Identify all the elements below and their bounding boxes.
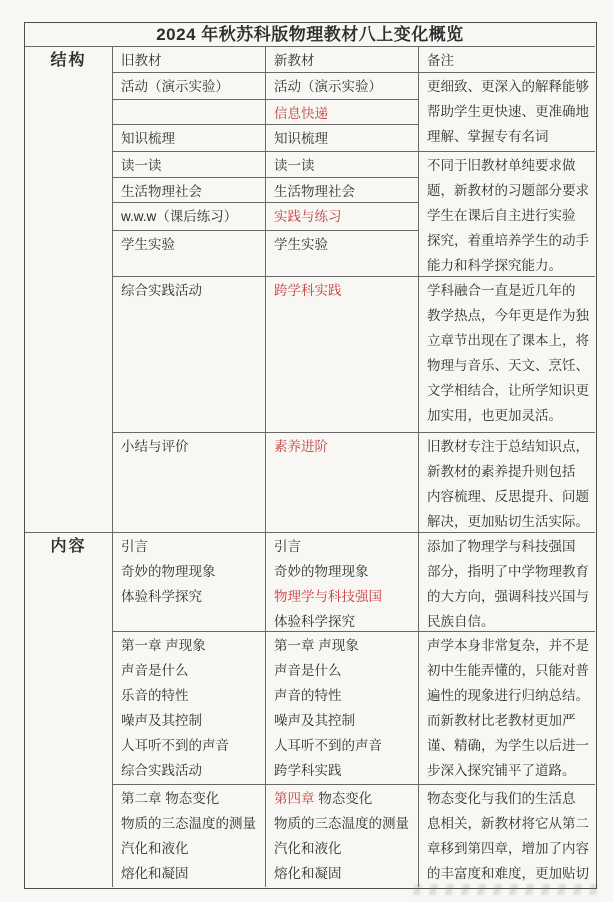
old-textbook-cell — [113, 632, 266, 785]
text-line: 声学本身非常复杂，并不是 — [427, 638, 589, 653]
text-line: 声音是什么 — [121, 663, 189, 678]
chapter-number-highlight: 第四章 — [274, 791, 315, 806]
old-textbook-cell: 活动（演示实验） — [113, 73, 266, 100]
notes-cell — [419, 73, 595, 152]
text-line: 物理与音乐、天文、烹饪、 — [427, 358, 589, 373]
document-title: 2024 年秋苏科版物理教材八上变化概览 — [25, 23, 595, 47]
text-line: 综合实践活动 — [121, 763, 202, 778]
notes-cell — [419, 433, 595, 533]
column-header-new-textbook: 新教材 — [266, 47, 419, 73]
text-line: 汽化和液化 — [121, 841, 189, 856]
text-line: 加实用，也更加灵活。 — [427, 408, 562, 423]
text-line: 更细致、更深入的解释能够 — [427, 79, 589, 94]
text-line: 教学热点，今年更是作为独 — [427, 308, 589, 323]
text-line: 部分，指明了中学物理教育 — [427, 564, 589, 579]
notes-cell — [419, 785, 595, 887]
new-textbook-cell: 知识梳理 — [266, 125, 419, 152]
text-line: 乐音的特性 — [121, 688, 189, 703]
text-line: 文学相结合，让所学知识更 — [427, 383, 589, 398]
text-line: 学科融合一直是近几年的 — [427, 283, 576, 298]
text-line: 解决，更加贴切生活实际。 — [427, 514, 589, 529]
text-line: 不同于旧教材单纯要求做 — [427, 158, 576, 173]
new-textbook-cell: 读一读 — [266, 152, 419, 178]
new-textbook-cell: 活动（演示实验） — [266, 73, 419, 100]
notes-cell — [419, 277, 595, 433]
text-line: 噪声及其控制 — [274, 713, 355, 728]
old-textbook-cell: 小结与评价 — [113, 433, 266, 533]
text-line: 熔化和凝固 — [121, 866, 189, 881]
new-textbook-cell: 学生实验 — [266, 231, 419, 277]
new-textbook-cell — [266, 785, 419, 887]
text-line: 题，新教材的习题部分要求 — [427, 183, 589, 198]
text-line: 的丰富度和难度，更加贴切 — [427, 866, 589, 881]
text-line: 第一章 声现象 — [121, 638, 206, 653]
text-line: 跨学科实践 — [274, 763, 342, 778]
text-line: 能力和科学探究能力。 — [427, 258, 562, 273]
text-line: 立章节出现在了课本上，将 — [427, 333, 589, 348]
textbook-change-table — [24, 22, 597, 889]
text-line: 旧教材专注于总结知识点， — [427, 439, 589, 454]
new-textbook-cell-highlight: 跨学科实践 — [266, 277, 419, 433]
new-textbook-cell-highlight: 实践与练习 — [266, 203, 419, 231]
text-line: 帮助学生更快速、更准确地 — [427, 104, 589, 119]
text-line: 内容梳理、反思提升、问题 — [427, 489, 589, 504]
text-line: 遍性的现象进行归纳总结。 — [427, 688, 589, 703]
new-textbook-cell: 生活物理社会 — [266, 178, 419, 203]
text-line: 体验科学探究 — [274, 614, 355, 629]
text-line: 汽化和液化 — [274, 841, 342, 856]
text-line: 体验科学探究 — [121, 589, 202, 604]
text-line-mixed — [274, 786, 414, 811]
old-textbook-cell: 综合实践活动 — [113, 277, 266, 433]
text-line: 人耳听不到的声音 — [274, 738, 382, 753]
text-line: 物态变化与我们的生活息 — [427, 791, 576, 806]
text-line: 声音是什么 — [274, 663, 342, 678]
text-line: 物质的三态温度的测量 — [274, 816, 409, 831]
column-header-old-textbook: 旧教材 — [113, 47, 266, 73]
notes-cell — [419, 152, 595, 277]
text-line: 谨、精确，为学生以后进一 — [427, 738, 589, 753]
text-line: 引言 — [274, 539, 301, 554]
old-textbook-cell: 生活物理社会 — [113, 178, 266, 203]
text-line: 的大方向，强调科技兴国与 — [427, 589, 589, 604]
text-line: 人耳听不到的声音 — [121, 738, 229, 753]
old-textbook-cell — [113, 533, 266, 632]
text-line: 新教材的素养提升则包括 — [427, 464, 576, 479]
chapter-title: 物态变化 — [318, 791, 373, 806]
notes-cell — [419, 533, 595, 632]
old-textbook-cell: 学生实验 — [113, 231, 266, 277]
text-line: 章移到第四章，增加了内容 — [427, 841, 589, 856]
old-textbook-cell: 读一读 — [113, 152, 266, 178]
text-line: 息相关，新教材将它从第二 — [427, 816, 589, 831]
text-line: 学生在课后自主进行实验 — [427, 208, 576, 223]
text-line: 奇妙的物理现象 — [121, 564, 216, 579]
text-line: 探究，着重培养学生的动手 — [427, 233, 589, 248]
old-textbook-cell-empty — [113, 100, 266, 125]
watermark-smudge — [413, 884, 601, 895]
section-label-content: 内容 — [25, 533, 113, 887]
new-textbook-cell — [266, 632, 419, 785]
text-line: 噪声及其控制 — [121, 713, 202, 728]
new-textbook-cell-highlight: 素养进阶 — [266, 433, 419, 533]
text-line: 物质的三态温度的测量 — [121, 816, 256, 831]
text-line: 声音的特性 — [274, 688, 342, 703]
new-textbook-cell — [266, 533, 419, 632]
text-line: 添加了物理学与科技强国 — [427, 539, 576, 554]
text-line: 熔化和凝固 — [274, 866, 342, 881]
text-line: 初中生能弄懂的，只能对普 — [427, 663, 589, 678]
text-line: 奇妙的物理现象 — [274, 564, 369, 579]
old-textbook-cell — [113, 785, 266, 887]
text-line: 民族自信。 — [427, 614, 495, 629]
column-header-notes: 备注 — [419, 47, 595, 73]
old-textbook-cell: w.w.w（课后练习） — [113, 203, 266, 231]
text-line: 第二章 物态变化 — [121, 791, 220, 806]
text-line: 第一章 声现象 — [274, 638, 359, 653]
text-line: 理解、掌握专有名词 — [427, 129, 549, 144]
text-line: 引言 — [121, 539, 148, 554]
text-line: 步深入探究铺平了道路。 — [427, 763, 576, 778]
section-label-structure: 结构 — [25, 47, 113, 533]
notes-cell — [419, 632, 595, 785]
new-textbook-cell-highlight: 信息快递 — [266, 100, 419, 125]
text-line: 而新教材比老教材更加严 — [427, 713, 576, 728]
text-line-highlight: 物理学与科技强国 — [274, 589, 382, 604]
old-textbook-cell: 知识梳理 — [113, 125, 266, 152]
